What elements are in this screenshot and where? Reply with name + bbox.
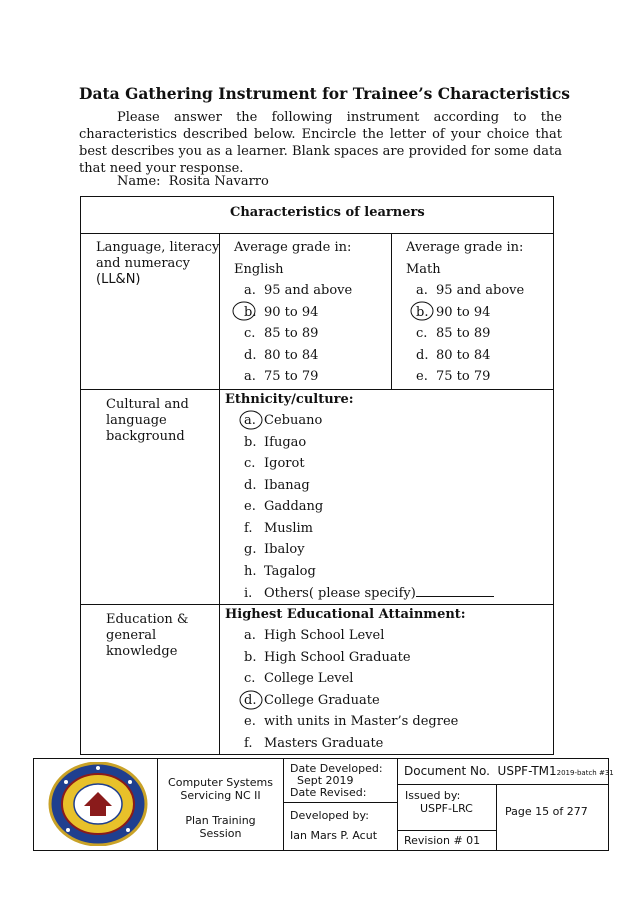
ethnicity-option[interactable]: b. Ifugao — [244, 435, 307, 450]
english-option[interactable]: a. 95 and above — [244, 283, 353, 298]
english-heading: Average grade in: — [234, 240, 352, 255]
document-number: Document No. USPF-TM12019-batch #31 — [404, 764, 614, 778]
math-option-selected[interactable]: b. 90 to 94 — [416, 305, 491, 320]
ethnicity-heading: Ethnicity/culture: — [225, 392, 354, 407]
education-option[interactable]: c. College Level — [244, 671, 354, 686]
revision-number: Revision # 01 — [404, 834, 481, 847]
math-heading: Average grade in: — [406, 240, 524, 255]
culture-label: Cultural and language background — [106, 397, 189, 444]
ethnicity-option[interactable]: f. Muslim — [244, 521, 313, 536]
ethnicity-option[interactable]: d. Ibanag — [244, 478, 310, 493]
university-seal-logo — [48, 762, 148, 846]
math-subject: Math — [406, 262, 441, 277]
document-title: Data Gathering Instrument for Trainee’s Characteristics — [79, 84, 571, 103]
table-header: Characteristics of learners — [230, 205, 425, 220]
ethnicity-option[interactable]: c. Igorot — [244, 456, 305, 471]
english-option[interactable]: d. 80 to 84 — [244, 348, 319, 363]
llnt-label: Language, literacy and numeracy (LL&N) — [96, 240, 220, 287]
education-option[interactable]: e. with units in Master’s degree — [244, 714, 459, 729]
document-type: Plan Training Session — [185, 814, 256, 840]
date-developed-value: Sept 2019 — [297, 774, 354, 787]
ethnicity-option-others[interactable]: i. Others( please specify) — [244, 585, 494, 601]
ethnicity-option[interactable]: g. Ibaloy — [244, 542, 305, 557]
education-option[interactable]: a. High School Level — [244, 628, 385, 643]
others-specify-blank[interactable] — [416, 585, 494, 597]
ethnicity-option[interactable]: h. Tagalog — [244, 564, 316, 579]
issuer-name: USPF-LRC — [420, 802, 473, 815]
ethnicity-option-selected[interactable]: a. Cebuano — [244, 413, 323, 428]
instructions-paragraph: Please answer the following instrument according to the characteristics described below. Encircle the letter of your choice that best describes you as a learner. Blank spaces are provided for some data that need your response. — [79, 110, 562, 176]
name-label: Name: — [117, 174, 161, 189]
math-option[interactable]: e. 75 to 79 — [416, 369, 491, 384]
ethnicity-option[interactable]: e. Gaddang — [244, 499, 324, 514]
page-number: Page 15 of 277 — [505, 805, 588, 818]
math-option[interactable]: c. 85 to 89 — [416, 326, 491, 341]
education-option-selected[interactable]: d. College Graduate — [244, 693, 380, 708]
english-subject: English — [234, 262, 284, 277]
issued-by-label: Issued by: — [405, 789, 461, 802]
education-label: Education & general knowledge — [106, 612, 189, 659]
math-option[interactable]: a. 95 and above — [416, 283, 525, 298]
education-heading: Highest Educational Attainment: — [225, 607, 466, 622]
english-option[interactable]: a. 75 to 79 — [244, 369, 319, 384]
developer-name: Ian Mars P. Acut — [290, 829, 378, 842]
english-option[interactable]: c. 85 to 89 — [244, 326, 319, 341]
english-option-selected[interactable]: b. 90 to 94 — [244, 305, 319, 320]
developed-by-label: Developed by: — [290, 809, 369, 822]
education-option[interactable]: f. Masters Graduate — [244, 736, 384, 751]
math-option[interactable]: d. 80 to 84 — [416, 348, 491, 363]
date-revised-label: Date Revised: — [290, 786, 367, 799]
education-option[interactable]: b. High School Graduate — [244, 650, 411, 665]
date-developed-label: Date Developed: — [290, 762, 383, 775]
name-value: Rosita Navarro — [168, 174, 269, 189]
program-name: Computer Systems Servicing NC II — [168, 776, 273, 802]
